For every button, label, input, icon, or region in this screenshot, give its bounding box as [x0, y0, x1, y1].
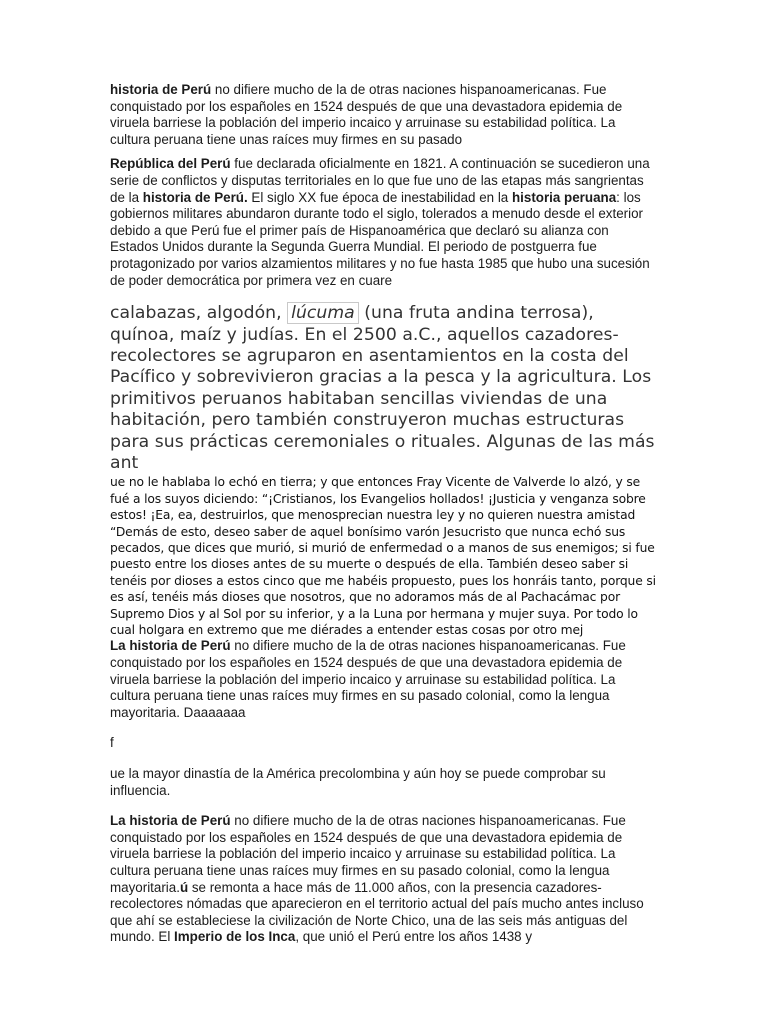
bold-text: República del Perú	[110, 156, 231, 172]
paragraph-text: (una fruta andina terrosa), quínoa, maíz y judías. En el 2500 a.C., aquellos cazadores-recolectores se agruparon en asentamientos en la costa del Pacífico y sobrevivieron gracias a la pesca y la agricultura. Los primitivos peruanos habitaban sencillas viviendas de una habitación, pero también construyeron muchas estructuras para sus prácticas ceremoniales o rituales. Algunas de las más ant	[110, 303, 655, 473]
lucuma-link[interactable]: lúcuma	[287, 302, 359, 324]
document-page	[110, 82, 658, 946]
paragraph-text: f	[110, 735, 114, 751]
paragraph-text: : los gobiernos militares abundaron durante todo el siglo, tolerados a menudo desde el exterior debido a que Perú fue el primer país de Hispanoamérica que declaró su alianza con Estados Unidos durante la Segunda Guerra Mundial. El periodo de postguerra fue protagonizado por varios alzamientos militares y no fue hasta 1985 que hubo una sucesión de poder democrática por primera vez en cuare	[110, 189, 650, 288]
bold-text: La historia de Perú	[110, 813, 231, 829]
paragraph-text: no difiere mucho de la de otras naciones hispanoamericanas. Fue conquistado por los españoles en 1524 después de que una devastadora epidemia de viruela barriese la población del imperio incaico y arruinase su estabilidad política. La cultura peruana tiene unas raíces muy firmes en su pasado colonial, como la lengua mayoritaria. Daaaaaaa	[110, 638, 626, 720]
bold-text: historia peruana	[511, 189, 617, 205]
paragraph-historia-final	[110, 813, 658, 946]
paragraph-text: ue la mayor dinastía de la América precolombina y aún hoy se puede comprobar su influencia.	[110, 766, 606, 798]
paragraph-text: se remonta a hace más de 11.000 años, con la presencia cazadores-recolectores nómadas que aparecieron en el territorio actual del país mucho antes incluso que ahí se estableciese la civilización de Norte Chico, una de las seis más antiguas del mundo. El	[110, 879, 644, 945]
paragraph-f	[110, 735, 658, 752]
paragraph-text: calabazas, algodón,	[110, 303, 288, 324]
bold-text: historia de Perú	[110, 82, 212, 97]
paragraph-republica	[110, 156, 658, 289]
paragraph-valverde	[110, 474, 658, 523]
paragraph-text: no difiere mucho de la de otras naciones hispanoamericanas. Fue conquistado por los españoles en 1524 después de que una devastadora epidemia de viruela barriese la población del imperio incaico y arruinase su estabilidad política. La cultura peruana tiene unas raíces muy firmes en su pasado colonial, como la lengua mayoritaria.	[110, 813, 626, 895]
paragraph-text: El siglo XX fue época de inestabilidad en la	[247, 189, 512, 205]
paragraph-historia-intro	[110, 82, 658, 148]
bold-text: La historia de Perú	[110, 638, 231, 654]
paragraph-historia-colonial	[110, 638, 658, 721]
paragraph-text: fue declarada oficialmente en 1821. A continuación se sucedieron una serie de conflictos y disputas territoriales en lo que fue uno de las etapas más sangrientas de la	[110, 156, 650, 205]
paragraph-text: ue no le hablaba lo echó en tierra; y que entonces Fray Vicente de Valverde lo alzó, y se fué a los suyos diciendo: “¡Cristianos, los Evangelios hollados! ¡Justicia y venganza sobre estos! ¡Ea, ea, destruirlos, que menosprecian nuestra ley y no quieren nuestra amistad	[110, 475, 646, 523]
bold-text: historia de Perú.	[142, 189, 248, 205]
paragraph-atahualpa-quote	[110, 524, 658, 639]
paragraph-text: , que unió el Perú entre los años 1438 y	[295, 929, 533, 945]
paragraph-large-calabazas	[110, 303, 658, 474]
paragraph-dinastia	[110, 766, 658, 799]
paragraph-text: “Demás de esto, deseo saber de aquel bonísimo varón Jesucristo que nunca echó sus pecados, que dices que murió, si murió de enfermedad o a manos de sus enemigos; si fue puesto entre los dioses antes de su muerte o después de ella. También deseo saber si tenéis por dioses a estos cinco que me habéis propuesto, pues los honráis tanto, porque si es así, tenéis más dioses que nosotros, que no adoramos más de al Pachacámac por Supremo Dios y al Sol por su inferior, y a la Luna por hermana y mujer suya. Por todo lo cual holgara en extremo que me diérades a entender estas cosas por otro mej	[110, 524, 656, 638]
bold-text: ú	[179, 879, 189, 895]
bold-text: Imperio de los Inca	[174, 929, 296, 945]
paragraph-text: no difiere mucho de la de otras naciones hispanoamericanas. Fue conquistado por los españoles en 1524 después de que una devastadora epidemia de viruela barriese la población del imperio incaico y arruinase su estabilidad política. La cultura peruana tiene unas raíces muy firmes en su pasado	[110, 82, 623, 147]
